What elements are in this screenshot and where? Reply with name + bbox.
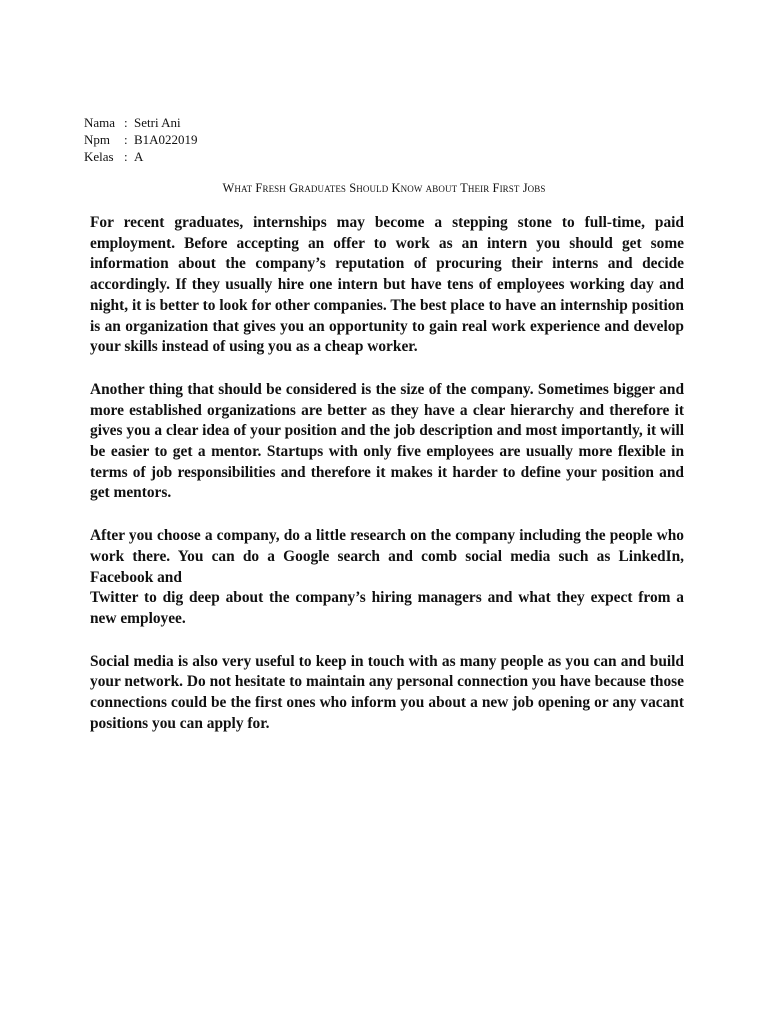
student-info (84, 114, 198, 165)
kelas-separator: : (124, 149, 128, 164)
kelas-row (84, 148, 198, 165)
kelas-value: A (134, 149, 144, 164)
paragraph-3-line-2: Twitter to dig deep about the company’s hiring managers and what they expect from a new employee. (90, 589, 684, 627)
kelas-label: Kelas (84, 149, 114, 164)
name-row (84, 114, 198, 131)
npm-label: Npm (84, 132, 110, 147)
paragraph-2: Another thing that should be considered is the size of the company. Sometimes bigger and more established organizations are better as they have a clear hierarchy and therefore it gives you a clear idea of your position and the job description and most importantly, it will be easier to get a mentor. Startups with only five employees are usually more flexible in terms of job responsibilities and therefore it makes it harder to define your position and get mentors. (90, 380, 684, 502)
paragraph-4: Social media is also very useful to keep in touch with as many people as you can and build your network. Do not hesitate to maintain any personal connection you have because those connections could be the first ones who inform you about a new job opening or any vacant positions you can apply for. (90, 652, 684, 732)
paragraph-1: For recent graduates, internships may become a stepping stone to full-time, paid employment. Before accepting an offer to work as an intern you should get some information about the company’s reputation of procuring their interns and decide accordingly. If they usually hire one intern but have tens of employees working day and night, it is better to look for other companies. The best place to have an internship position is an organization that gives you an opportunity to gain real work experience and develop your skills instead of using you as a cheap worker. (90, 214, 684, 356)
npm-value: B1A022019 (134, 132, 198, 147)
document-body (90, 213, 684, 756)
paragraph-3 (90, 526, 684, 630)
paragraph-3-line-1: After you choose a company, do a little research on the company including the people who work there. You can do a Google search and comb social media such as LinkedIn, Facebook and (90, 527, 684, 586)
name-value: Setri Ani (134, 115, 181, 130)
name-label: Nama (84, 115, 116, 130)
npm-row (84, 131, 198, 148)
name-separator: : (124, 115, 128, 130)
document-title: What Fresh Graduates Should Know about Their First Jobs (222, 181, 546, 195)
npm-separator: : (124, 132, 128, 147)
